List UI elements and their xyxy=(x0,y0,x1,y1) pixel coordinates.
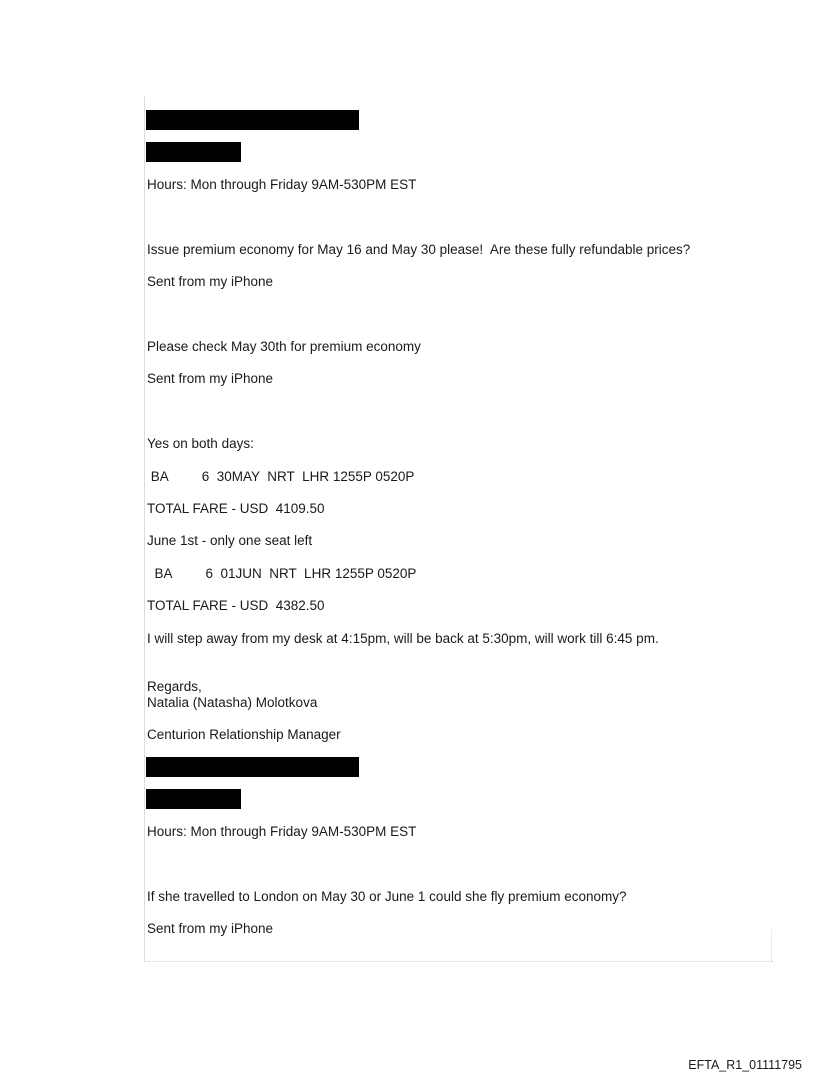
message-intro: Yes on both days: xyxy=(147,436,254,451)
flight-itinerary-line: BA 6 01JUN NRT LHR 1255P 0520P xyxy=(147,566,417,581)
sent-from-line: Sent from my iPhone xyxy=(147,274,274,289)
redaction-bar xyxy=(146,757,359,777)
sent-from-line: Sent from my iPhone xyxy=(147,371,274,386)
message-body: Please check May 30th for premium economy xyxy=(147,339,421,354)
redaction-bar xyxy=(146,110,359,130)
total-fare-line: TOTAL FARE - USD 4109.50 xyxy=(147,501,325,516)
sent-from-line: Sent from my iPhone xyxy=(147,921,274,936)
hours-line: Hours: Mon through Friday 9AM-530PM EST xyxy=(147,177,417,192)
document-id: EFTA_R1_01111795 xyxy=(688,1058,802,1072)
frame-divider xyxy=(771,930,773,961)
message-body: If she travelled to London on May 30 or June 1 could she fly premium economy? xyxy=(147,889,627,904)
signer-title: Centurion Relationship Manager xyxy=(147,727,341,742)
seat-availability-note: June 1st - only one seat left xyxy=(147,533,313,548)
redaction-bar xyxy=(146,789,241,809)
flight-itinerary-line: BA 6 30MAY NRT LHR 1255P 0520P xyxy=(147,469,415,484)
hours-line: Hours: Mon through Friday 9AM-530PM EST xyxy=(147,824,417,839)
total-fare-line: TOTAL FARE - USD 4382.50 xyxy=(147,598,325,613)
redaction-bar xyxy=(146,142,241,162)
regards-line: Regards, xyxy=(147,679,202,694)
signer-name: Natalia (Natasha) Molotkova xyxy=(147,695,318,710)
message-body: Issue premium economy for May 16 and May 30 please! Are these fully refundable prices? xyxy=(147,242,691,257)
availability-line: I will step away from my desk at 4:15pm, will be back at 5:30pm, will work till 6:45 pm. xyxy=(147,631,659,646)
